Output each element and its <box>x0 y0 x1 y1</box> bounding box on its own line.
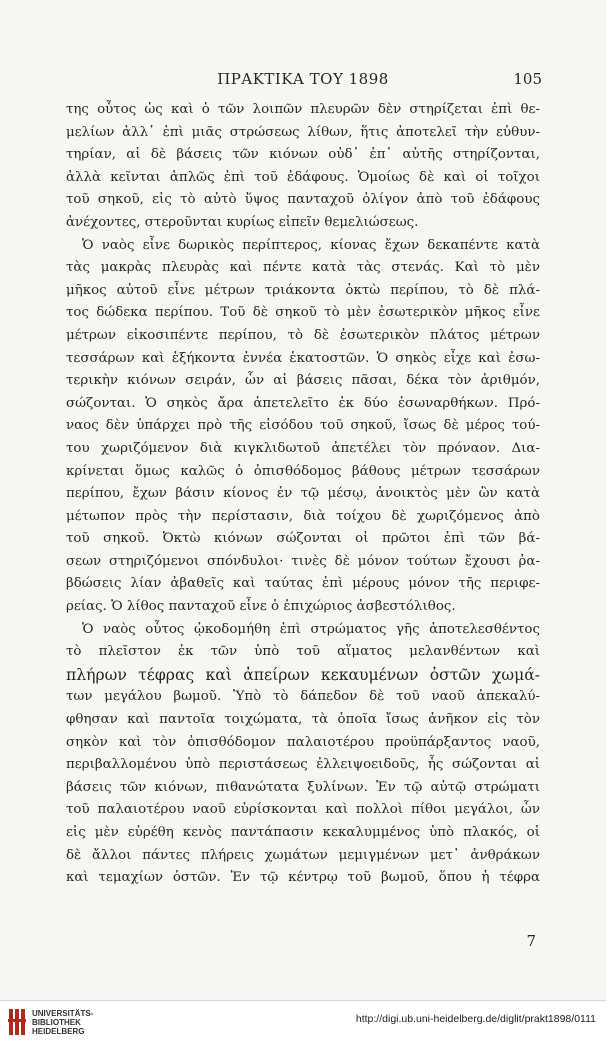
text-line: του χωριζόμενον διὰ κιγκλιδωτοῦ ἀπετέλει τὸν πρόναον. Δια- <box>66 440 540 456</box>
page-header <box>0 70 606 90</box>
text-line: φθησαν καὶ παντοῖα τοιχώματα, τὰ ὁποῖα ἴσως ἀνῆκον εἰς τὸν <box>66 712 540 728</box>
text-line: μῆκος αὐτοῦ εἶνε μέτρων τριάκοντα ὀκτὼ περίπου, τὸ δὲ πλά- <box>66 282 540 298</box>
text-line: βδώσεις λίαν ἀβαθεῖς καὶ ταύτας ἐπὶ μέρους μόνον τῆς περιφε- <box>66 576 540 592</box>
text-line: τὰς μακρὰς πλευρὰς καὶ πέντε κατὰ τὰς στενάς. Καὶ τὸ μὲν <box>66 260 540 276</box>
text-line: ἀνέχοντες, στεροῦνται κυρίως εἰπεῖν θεμελιώσεως. <box>66 214 419 230</box>
text-line: σεων στηριζόμενοι σπόνδυλοι· τινὲς δὲ μόνον τούτων ἔχουσι ῥα- <box>66 553 540 569</box>
text-line: των μεγάλου βωμοῦ. Ὑπὸ τὸ δάπεδον δὲ τοῦ ναοῦ ἀπεκαλύ- <box>66 689 540 705</box>
text-line: τοῦ σηκοῦ. Ὀκτὼ κιόνων σώζονται οἱ πρῶτοι ἐπὶ τῶν βά- <box>66 531 540 547</box>
paragraph-start-line: Ὁ ναὸς εἶνε δωρικὸς περίπτερος, κίονας ἔχων δεκαπέντε κατὰ <box>82 237 540 253</box>
text-line: της οὗτος ὡς καὶ ὁ τῶν λοιπῶν πλευρῶν δὲν στηρίζεται ἐπὶ θε- <box>66 102 540 117</box>
text-line: καὶ τεμαχίων ὀστῶν. Ἐν τῷ κέντρῳ τοῦ βωμοῦ, ὅπου ἡ τέφρα <box>66 870 540 886</box>
page-number: 105 <box>513 70 542 88</box>
text-line: τος δώδεκα περίπου. Τοῦ δὲ σηκοῦ τὸ μὲν ἐσωτερικὸν μῆκος εἶνε <box>66 305 540 321</box>
text-line: τεσσάρων καὶ ἑξήκοντα ἐννέα ἑκατοστῶν. Ὁ σηκὸς εἶχε καὶ ἐσω- <box>66 350 540 366</box>
library-name <box>32 1009 93 1036</box>
text-line: κρίνεται ὅμως καλῶς ὁ ὀπισθόδομος βάθους μέτρων τεσσάρων <box>66 463 540 479</box>
body-text <box>66 99 540 890</box>
text-line: πλήρων τέφρας καὶ ἀπείρων κεκαυμένων ὀστῶν χωμά- <box>66 665 540 684</box>
text-line: μέτρων εἰκοσιπέντε περίπου, τὸ δὲ ἐσωτερικὸν πλάτος μέτρων <box>66 327 540 343</box>
text-line: τοῦ σηκοῦ, εἰς τὸ αὐτὸ ὕψος πανταχοῦ ὀλίγον ἀπὸ τοῦ ἐδάφους <box>66 192 540 208</box>
text-line: τερικὴν κιόνων σειράν, ὧν αἱ βάσεις πᾶσαι, δέκα τὸν ἀριθμόν, <box>66 373 540 389</box>
text-line: τὸ πλεῖστον ἐκ τῶν ὑπὸ τοῦ αἵματος μελανθέντων καὶ <box>66 644 540 660</box>
running-title: ΠΡΑΚΤΙΚΑ ΤΟΥ 1898 <box>217 70 389 88</box>
text-line: μελίων ἀλλ᾽ ἐπὶ μιᾶς στρώσεως λίθων, ἥτις ἀποτελεῖ τὴν εὐθυν- <box>66 124 540 140</box>
text-line: βάσεις τῶν κιόνων, πιθανώτατα ξυλίνων. Ἐν τῷ αὐτῷ στρώματι <box>66 779 540 795</box>
text-line: περίπου, ἔχων βάσιν κίονος ἐν τῷ μέσῳ, ἀνοικτὸς μὲν ὢν κατὰ <box>66 486 540 502</box>
text-line: ναος δὲν ὑπάρχει πρὸ τῆς εἰσόδου τοῦ σηκοῦ, ἴσως δὲ μέρος τού- <box>66 418 540 434</box>
library-logo-icon <box>8 1007 26 1037</box>
paragraph-start-line: Ὁ ναὸς οὗτος ᾠκοδομήθη ἐπὶ στρώματος γῆς ἀποτελεσθέντος <box>82 621 540 637</box>
text-line: δὲ ἄλλοι πάντες πλήρεις χωμάτων μεμιγμένων μετ᾽ ἀνθράκων <box>66 847 540 863</box>
text-line: σώζονται. Ὁ σηκὸς ἄρα ἀπετελεῖτο ἐκ δύο ἐσωναρθήκων. Πρό- <box>66 395 540 411</box>
library-name-line: BIBLIOTHEK <box>32 1018 81 1027</box>
text-line: τηρίαν, αἱ δὲ βάσεις τῶν κιόνων οὐδ᾽ ἐπ᾽ αὐτῆς στηρίζονται, <box>66 147 540 163</box>
text-line: ρείας. Ὁ λίθος πανταχοῦ εἶνε ὁ ἐπιχώριος ἀσβεστόλιθος. <box>66 599 456 615</box>
text-line: σηκὸν καὶ τὸν ὀπισθόδομον παλαιοτέρου προϋπάρξαντος ναοῦ, <box>66 734 540 750</box>
text-line: τοῦ παλαιοτέρου ναοῦ εὑρίσκονται καὶ πολλοὶ πίθοι μεγάλοι, ὧν <box>66 802 540 818</box>
text-line: εἰς μὲν εὑρέθη κενὸς παντάπασιν κεκαλυμμένος ὑπὸ πλακός, οἱ <box>66 825 540 840</box>
library-name-line: HEIDELBERG <box>32 1027 85 1036</box>
signature-mark: 7 <box>526 932 536 950</box>
library-name-line: UNIVERSITÄTS- <box>32 1009 94 1018</box>
text-line: μέτωπον πρὸς τὴν περίστασιν, διὰ τοίχου δὲ χωριζόμενος ἀπὸ <box>66 508 540 524</box>
footer-bar <box>0 1000 606 1043</box>
text-line: ἀλλὰ κεῖνται ἁπλῶς ἐπὶ τοῦ ἐδάφους. Ὁμοίως δὲ καὶ οἱ τοῖχοι <box>66 169 540 185</box>
text-line: περιβαλλομένου ὑπὸ περιστάσεως ἐλλειψοειδοῦς, ἧς σώζονται αἱ <box>66 757 540 773</box>
source-url[interactable]: http://digi.ub.uni-heidelberg.de/diglit/prakt1898/0111 <box>355 1013 596 1025</box>
